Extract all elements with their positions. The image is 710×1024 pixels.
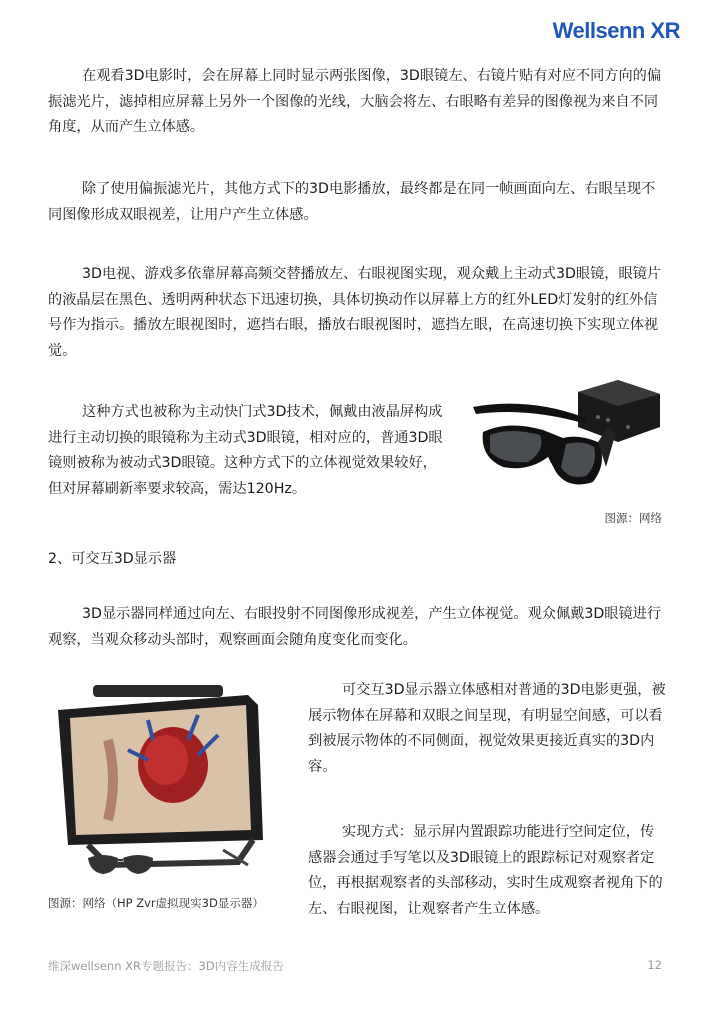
paragraph-binocular-parallax: 除了使用偏振滤光片，其他方式下的3D电影播放，最终都是在同一帧画面向左、右眼呈现不同图像形成双眼视差，让用户产生立体感。: [48, 181, 656, 223]
brand-logo: Wellsenn XR: [552, 18, 680, 43]
paragraph-3d-display: 3D显示器同样通过向左、右眼投射不同图像形成视差，产生立体视觉。观众佩戴3D眼镜进行观察，当观众移动头部时，观察画面会随角度变化而变化。: [48, 606, 662, 648]
paragraph-active-shutter-definition: 这种方式也被称为主动快门式3D技术，佩戴由液晶屏构成进行主动切换的眼镜称为主动式3D眼镜，相对应的，普通3D眼镜则被称为被动式3D眼镜。这种方式下的立体视觉效果较好，但对屏幕刷新率要求较高，需达120Hz。: [48, 404, 443, 497]
active-shutter-glasses-image: [468, 372, 663, 502]
paragraph-interactive-display-benefits: 可交互3D显示器立体感相对普通的3D电影更强，被展示物体在屏幕和双眼之间呈现，有明显空间感，可以看到被展示物体的不同侧面，视觉效果更接近真实的3D内容。: [308, 682, 666, 775]
section-heading: 2、可交互3D显示器: [48, 551, 177, 567]
footer-report-title: 维深wellsenn XR专题报告：3D内容生成报告: [48, 959, 284, 973]
image-caption-display: 图源：网络（HP Zvr虚拟现实3D显示器）: [48, 896, 264, 910]
paragraph-implementation: 实现方式：显示屏内置跟踪功能进行空间定位，传感器会通过手写笔以及3D眼镜上的跟踪标记对观察者定位，再根据观察者的头部移动，实时生成观察者视角下的左、右眼视图，让观察者产生立体感。: [308, 824, 663, 917]
hp-zvr-display-image: [48, 680, 288, 880]
image-caption-glasses: 图源：网络: [604, 511, 662, 525]
paragraph-active-shutter: 3D电视、游戏多依靠屏幕高频交替播放左、右眼视图实现，观众戴上主动式3D眼镜，眼镜片的液晶层在黑色、透明两种状态下迅速切换，具体切换动作以屏幕上方的红外LED灯发射的红外信号作为指示。播放左眼视图时，遮挡右眼，播放右眼视图时，遮挡左眼，在高速切换下实现立体视觉。: [48, 266, 662, 359]
paragraph-polarized-3d: 在观看3D电影时，会在屏幕上同时显示两张图像，3D眼镜左、右镜片贴有对应不同方向的偏振滤光片，滤掉相应屏幕上另外一个图像的光线，大脑会将左、右眼略有差异的图像视为来自不同角度，从而产生立体感。: [48, 68, 662, 135]
page-number: 12: [647, 958, 662, 972]
